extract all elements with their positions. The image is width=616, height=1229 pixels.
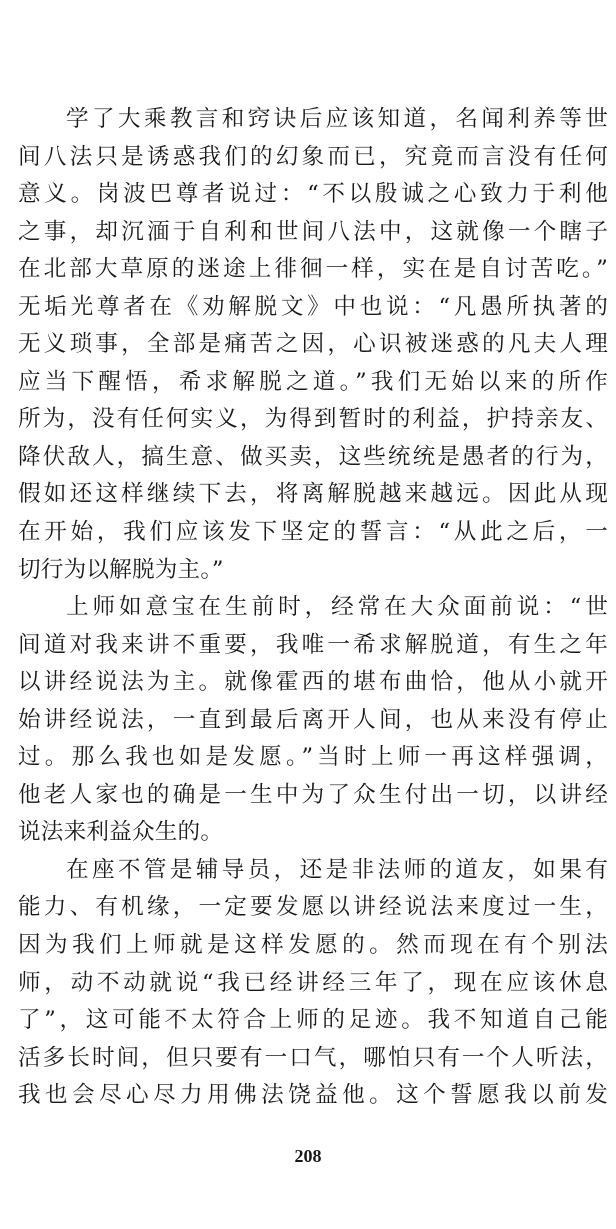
text-line: 以讲经说法为主。就像霍西的堪布曲恰，他从小就开 — [18, 669, 608, 696]
text-line: 间道对我来讲不重要，我唯一希求解脱道，有生之年 — [18, 631, 608, 658]
text-line: 在座不管是辅导员，还是非法师的道友，如果有 — [66, 856, 608, 883]
text-line: 所为，没有任何实义，为得到暂时的利益，护持亲友、 — [18, 406, 608, 433]
text-line: 在开始，我们应该发下坚定的誓言：“从此之后，一 — [18, 519, 608, 546]
text-line: 间八法只是诱惑我们的幻象而已，究竟而言没有任何 — [18, 143, 608, 170]
text-line: 活多长时间，但只要有一口气，哪怕只有一个人听法， — [18, 1044, 608, 1071]
text-line: 始讲经说法，一直到最后离开人间，也从来没有停止 — [18, 706, 608, 733]
text-line: 之事，却沉湎于自利和世间八法中，这就像一个瞎子 — [18, 218, 608, 245]
text-line: 了”，这可能不太符合上师的足迹。我不知道自己能 — [18, 1007, 608, 1034]
text-line: 过。那么我也如是发愿。”当时上师一再这样强调， — [18, 744, 608, 771]
text-line: 说法来利益众生的。 — [18, 819, 224, 846]
text-line: 能力、有机缘，一定要发愿以讲经说法来度过一生， — [18, 894, 608, 921]
text-line: 他老人家也的确是一生中为了众生付出一切，以讲经 — [18, 781, 608, 808]
text-line: 我也会尽心尽力用佛法饶益他。这个誓愿我以前发 — [18, 1082, 608, 1109]
text-line: 师，动不动就说“我已经讲经三年了，现在应该休息 — [18, 969, 608, 996]
text-line: 因为我们上师就是这样发愿的。然而现在有个别法 — [18, 932, 608, 959]
text-line: 切行为以解脱为主。” — [18, 556, 224, 583]
text-line: 在北部大草原的迷途上徘徊一样，实在是自讨苦吃。” — [18, 256, 608, 283]
body-text — [18, 101, 608, 1115]
page-number: 208 — [294, 1146, 322, 1166]
text-line: 无垢光尊者在《劝解脱文》中也说：“凡愚所执著的 — [18, 293, 608, 320]
text-line: 降伏敌人，搞生意、做买卖，这些统统是愚者的行为， — [18, 443, 608, 470]
text-line: 应当下醒悟，希求解脱之道。”我们无始以来的所作 — [18, 368, 608, 395]
text-line: 上师如意宝在生前时，经常在大众面前说：“世 — [66, 594, 608, 621]
text-line: 意义。岗波巴尊者说过：“不以殷诚之心致力于利他 — [18, 181, 608, 208]
text-line: 假如还这样继续下去，将离解脱越来越远。因此从现 — [18, 481, 608, 508]
text-line: 无义琐事，全部是痛苦之因，心识被迷惑的凡夫人理 — [18, 331, 608, 358]
text-line: 学了大乘教言和窍诀后应该知道，名闻利养等世 — [66, 106, 608, 132]
